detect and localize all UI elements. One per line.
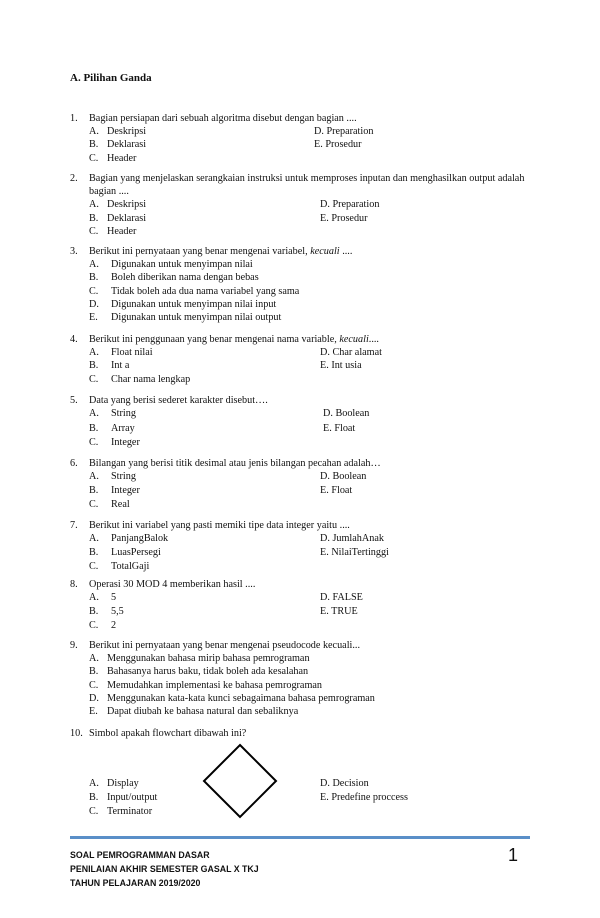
question-6 [70, 457, 540, 512]
option-text: Deskripsi [107, 126, 147, 138]
option-text: Menggunakan bahasa mirip bahasa pemrograman [107, 653, 310, 665]
option-text: Dapat diubah ke bahasa natural dan sebaliknya [107, 705, 299, 717]
option-text: String [111, 408, 136, 420]
option-text: 2 [111, 619, 117, 631]
question-number: 8. [70, 579, 78, 590]
question-5 [70, 394, 540, 451]
question-stem: Berikut ini penggunaan yang benar mengenai nama variable, [89, 334, 340, 345]
option-text: Digunakan untuk menyimpan nilai input [111, 298, 277, 310]
question-stem: Berikut ini variabel yang pasti memiki tipe data integer yaitu .... [89, 520, 350, 531]
option-letter: C. [89, 499, 99, 511]
option-letter: A. [89, 471, 99, 483]
option-text: D. Char alamat [320, 347, 382, 359]
option-letter: C. [89, 679, 99, 691]
option-letter: C. [89, 373, 99, 385]
question-number: 2. [70, 173, 78, 184]
option-letter: C. [89, 619, 99, 631]
option-letter: C. [89, 285, 99, 297]
option-letter: B. [89, 547, 99, 559]
flowchart-diamond [202, 743, 278, 819]
question-number: 7. [70, 520, 78, 531]
option-letter: A. [89, 259, 99, 271]
option-letter: B. [89, 666, 99, 678]
option-text: TotalGaji [111, 561, 150, 573]
question-stem: Bagian persiapan dari sebuah algoritma disebut dengan bagian .... [89, 113, 357, 124]
footer-divider [70, 836, 530, 839]
option-letter: B. [89, 360, 99, 372]
option-text: Header [107, 225, 137, 237]
option-text: Display [107, 778, 139, 789]
option-text: Array [111, 422, 135, 434]
option-letter: E. [89, 311, 98, 323]
option-text: D. Boolean [323, 408, 370, 420]
option-letter: B. [89, 422, 99, 434]
option-text: Integer [111, 437, 140, 449]
option-text: Menggunakan kata-kata kunci sebagaimana bahasa pemrograman [107, 692, 375, 704]
question-number: 3. [70, 246, 78, 257]
option-letter: A. [89, 347, 99, 359]
question-stem: Berikut ini pernyataan yang benar mengenai variabel, [89, 246, 311, 257]
question-stem-end: .... [339, 246, 353, 257]
question-stem: Berikut ini pernyataan yang benar mengenai pseudocode kecuali... [89, 640, 360, 651]
option-text: Memudahkan implementasi ke bahasa pemrograman [107, 679, 322, 691]
option-letter: A. [89, 126, 99, 138]
option-text: E. TRUE [320, 606, 358, 617]
option-letter: C. [89, 225, 99, 237]
question-stem: Bagian yang menjelaskan serangkaian instruksi untuk memproses inputan dan menghasilkan output adalah bagian .... [89, 173, 525, 198]
option-text: Boleh diberikan nama dengan bebas [111, 272, 259, 284]
option-letter: D. [89, 692, 99, 704]
question-stem-end: .... [368, 334, 379, 345]
footer-line-3: TAHUN PELAJARAN 2019/2020 [70, 878, 201, 888]
question-3 [70, 245, 540, 324]
option-letter: B. [89, 272, 99, 284]
option-text: D. JumlahAnak [320, 533, 384, 545]
question-1 [70, 112, 540, 165]
option-text: Int a [111, 360, 130, 372]
option-text: PanjangBalok [111, 533, 169, 545]
option-text: Header [107, 152, 137, 164]
option-text: D. Preparation [320, 199, 380, 211]
option-text: D. Preparation [314, 126, 374, 138]
question-10 [70, 727, 540, 740]
option-text: LuasPersegi [111, 547, 161, 559]
question-number: 6. [70, 458, 78, 469]
question-stem: Bilangan yang berisi titik desimal atau jenis bilangan pecahan adalah… [89, 458, 381, 469]
footer-text [70, 848, 259, 890]
option-letter: A. [89, 199, 99, 211]
option-letter: B. [89, 485, 99, 497]
option-text: D. Boolean [320, 471, 367, 483]
question-number: 4. [70, 334, 78, 345]
section-title: A. Pilihan Ganda [70, 72, 152, 84]
option-text: Deklarasi [107, 139, 147, 151]
option-text: E. NilaiTertinggi [320, 547, 389, 559]
option-text: 5 [111, 592, 117, 604]
option-text: E. Predefine proccess [320, 791, 408, 803]
option-text: Char nama lengkap [111, 373, 191, 385]
option-text: E. Prosedur [314, 139, 362, 151]
option-letter: D. [89, 298, 99, 310]
option-text: Real [111, 499, 130, 511]
option-letter: A. [89, 533, 99, 545]
option-text: D. Decision [320, 778, 369, 789]
question-number: 9. [70, 640, 78, 651]
question-stem-emphasis: kecuali [339, 334, 369, 345]
page-number: 1 [508, 845, 519, 865]
question-number: 5. [70, 395, 78, 406]
option-letter: C. [89, 437, 99, 449]
option-letter: B. [89, 791, 99, 803]
option-text: E. Float [320, 485, 353, 497]
option-text: Deskripsi [107, 199, 147, 211]
option-text: Deklarasi [107, 212, 147, 224]
question-stem-emphasis: kecuali [310, 246, 340, 257]
option-text: E. Float [323, 422, 356, 434]
option-text: D. FALSE [320, 592, 363, 604]
option-text: Input/output [107, 791, 158, 803]
option-letter: B. [89, 139, 99, 151]
option-text: Digunakan untuk menyimpan nilai output [111, 311, 282, 323]
option-letter: A. [89, 778, 99, 789]
option-letter: B. [89, 212, 99, 224]
question-number: 1. [70, 113, 78, 124]
option-letter: A. [89, 653, 99, 665]
option-text: Digunakan untuk menyimpan nilai [111, 259, 253, 271]
question-2 [70, 172, 540, 238]
question-4 [70, 333, 540, 386]
question-stem: Simbol apakah flowchart dibawah ini? [89, 728, 247, 739]
option-text: Integer [111, 485, 140, 497]
question-8 [70, 578, 540, 633]
question-stem: Data yang berisi sederet karakter disebut…. [89, 395, 268, 406]
option-text: Tidak boleh ada dua nama variabel yang sama [111, 285, 300, 297]
option-text: Terminator [107, 805, 153, 817]
option-letter: C. [89, 152, 99, 164]
option-letter: A. [89, 592, 99, 604]
option-letter: C. [89, 805, 99, 817]
option-text: E. Prosedur [320, 212, 368, 224]
question-7 [70, 519, 540, 574]
question-stem: Operasi 30 MOD 4 memberikan hasil .... [89, 579, 256, 590]
option-text: 5,5 [111, 606, 124, 617]
option-letter: B. [89, 606, 99, 617]
option-text: Bahasanya harus baku, tidak boleh ada kesalahan [107, 666, 309, 678]
footer-line-2: PENILAIAN AKHIR SEMESTER GASAL X TKJ [70, 864, 259, 874]
option-text: E. Int usia [320, 360, 362, 372]
question-10-options [70, 777, 540, 818]
option-text: Float nilai [111, 347, 153, 359]
footer-line-1: SOAL PEMROGRAMMAN DASAR [70, 850, 210, 860]
option-text: String [111, 471, 136, 483]
option-letter: C. [89, 561, 99, 573]
option-letter: A. [89, 408, 99, 420]
question-number: 10. [70, 728, 83, 739]
option-letter: E. [89, 705, 98, 717]
question-9 [70, 639, 540, 718]
